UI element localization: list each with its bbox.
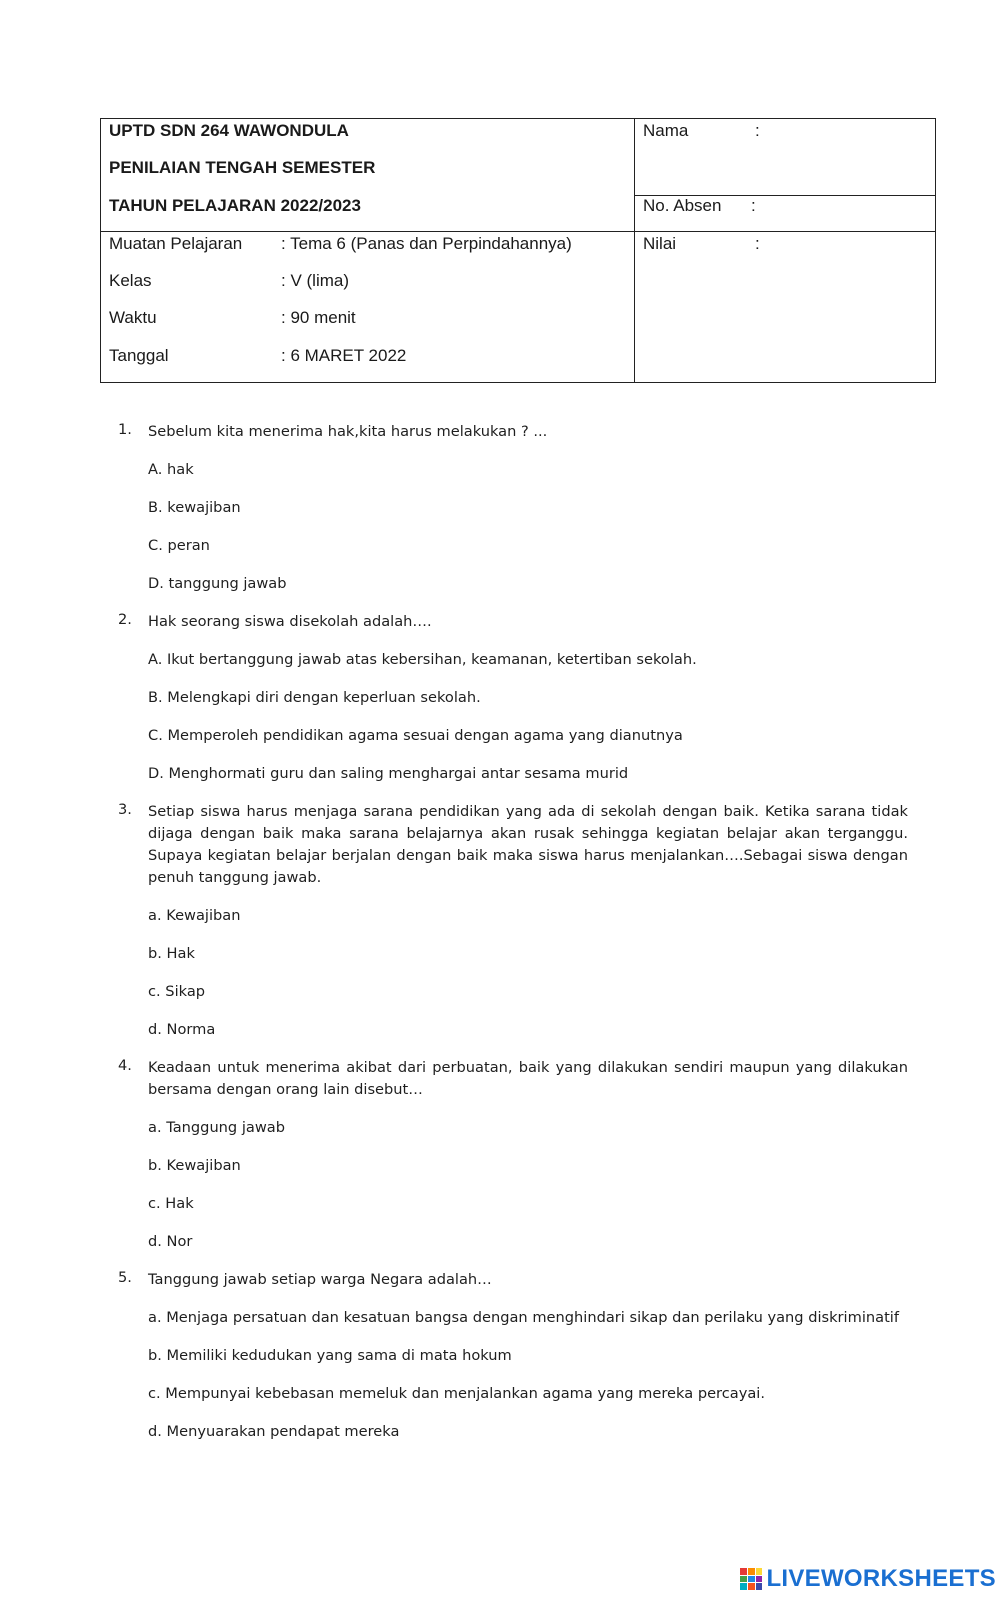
subject-value: : Tema 6 (Panas dan Perpindahannya) <box>281 234 572 253</box>
question-number: 5. <box>118 1269 132 1286</box>
answer-option[interactable]: d. Menyuarakan pendapat mereka <box>148 1423 400 1440</box>
answer-option[interactable]: c. Hak <box>148 1195 194 1212</box>
answer-option[interactable]: B. Melengkapi diri dengan keperluan sekolah. <box>148 689 481 706</box>
class-label: Kelas <box>109 271 152 290</box>
answer-option[interactable]: D. tanggung jawab <box>148 575 287 592</box>
answer-option[interactable]: a. Kewajiban <box>148 907 241 924</box>
question-5 <box>118 1269 908 1443</box>
question-1 <box>118 421 908 595</box>
absen-label: No. Absen <box>643 196 722 215</box>
question-2 <box>118 611 908 785</box>
liveworksheets-logo <box>740 1566 996 1592</box>
logo-cell <box>740 1576 747 1583</box>
class-value: : V (lima) <box>281 271 349 290</box>
question-list <box>118 421 908 1443</box>
answer-option[interactable]: b. Hak <box>148 945 195 962</box>
answer-option[interactable]: C. peran <box>148 537 210 554</box>
answer-option[interactable]: c. Sikap <box>148 983 206 1000</box>
answer-option[interactable]: b. Memiliki kedudukan yang sama di mata hokum <box>148 1347 512 1364</box>
name-field[interactable]: : <box>755 121 760 140</box>
logo-cell <box>748 1576 755 1583</box>
exam-title: PENILAIAN TENGAH SEMESTER <box>109 158 376 177</box>
answer-option[interactable]: B. kewajiban <box>148 499 241 516</box>
date-label: Tanggal <box>109 346 169 365</box>
question-number: 1. <box>118 421 132 438</box>
question-text: Sebelum kita menerima hak,kita harus melakukan ? ... <box>148 423 548 440</box>
logo-cell <box>740 1583 747 1590</box>
answer-option[interactable]: d. Norma <box>148 1021 216 1038</box>
score-label: Nilai <box>643 234 677 253</box>
logo-cell <box>756 1583 763 1590</box>
logo-text: LIVEWORKSHEETS <box>766 1565 996 1592</box>
answer-option[interactable]: b. Kewajiban <box>148 1157 241 1174</box>
answer-option[interactable]: D. Menghormati guru dan saling menghargai antar sesama murid <box>148 765 629 782</box>
exam-header-box <box>100 118 936 383</box>
logo-cell <box>748 1583 755 1590</box>
answer-option[interactable]: a. Tanggung jawab <box>148 1119 285 1136</box>
answer-option[interactable]: A. Ikut bertanggung jawab atas kebersihan, keamanan, ketertiban sekolah. <box>148 651 697 668</box>
academic-year: TAHUN PELAJARAN 2022/2023 <box>109 196 361 215</box>
time-label: Waktu <box>109 308 157 327</box>
time-value: : 90 menit <box>281 308 356 327</box>
question-3 <box>118 801 908 1041</box>
header-vertical-divider <box>634 119 635 382</box>
question-number: 4. <box>118 1057 132 1074</box>
header-left-divider <box>101 231 634 232</box>
date-value: : 6 MARET 2022 <box>281 346 407 365</box>
school-name: UPTD SDN 264 WAWONDULA <box>109 121 349 140</box>
question-text: Hak seorang siswa disekolah adalah…. <box>148 613 432 630</box>
logo-cell <box>740 1568 747 1575</box>
answer-option[interactable]: A. hak <box>148 461 194 478</box>
answer-option[interactable]: c. Mempunyai kebebasan memeluk dan menjalankan agama yang mereka percayai. <box>148 1385 765 1402</box>
question-text: Keadaan untuk menerima akibat dari perbuatan, baik yang dilakukan sendiri maupun yang dilakukan bersama dengan orang lain disebut… <box>148 1059 908 1098</box>
question-number: 3. <box>118 801 132 818</box>
name-label: Nama <box>643 121 689 140</box>
question-text: Setiap siswa harus menjaga sarana pendidikan yang ada di sekolah dengan baik. Ketika sarana tidak dijaga dengan baik maka sarana belajarnya akan rusak sehingga kegiatan belajar akan terganggu. Supaya kegiatan belajar berjalan dengan baik maka siswa harus menjalankan….Sebagai siswa dengan penuh tanggung jawab. <box>148 803 908 886</box>
answer-option[interactable]: d. Nor <box>148 1233 193 1250</box>
score-field: : <box>755 234 760 253</box>
answer-option[interactable]: C. Memperoleh pendidikan agama sesuai dengan agama yang dianutnya <box>148 727 683 744</box>
subject-label: Muatan Pelajaran <box>109 234 243 253</box>
header-right-divider-2 <box>634 231 935 232</box>
question-4 <box>118 1057 908 1253</box>
logo-cell <box>748 1568 755 1575</box>
logo-cell <box>756 1576 763 1583</box>
question-text: Tanggung jawab setiap warga Negara adalah… <box>148 1271 492 1288</box>
question-number: 2. <box>118 611 132 628</box>
logo-cell <box>756 1568 763 1575</box>
logo-grid-icon <box>740 1568 762 1590</box>
absen-field[interactable]: : <box>751 196 756 215</box>
answer-option[interactable]: a. Menjaga persatuan dan kesatuan bangsa dengan menghindari sikap dan perilaku yang diskriminatif <box>148 1309 899 1326</box>
